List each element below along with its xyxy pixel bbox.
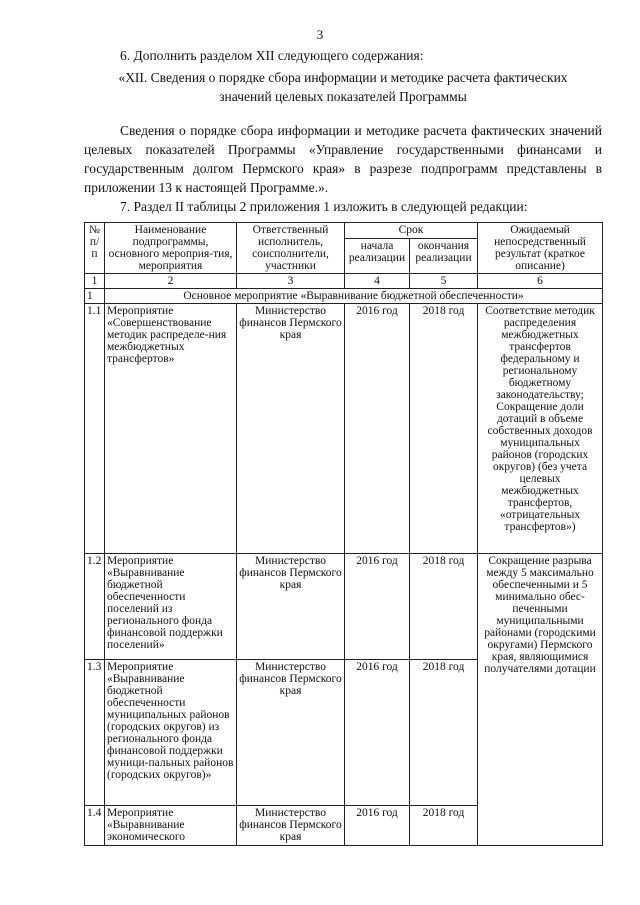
row-executor: Министерство финансов Пермского края <box>237 806 345 846</box>
row-num: 1.2 <box>85 554 105 660</box>
row-name: Мероприятие «Выравнивание бюджетной обеспеченности муниципальных районов (городских округов) из регионального фонда финансовой поддержки муници-пальных районов (городских округов)» <box>105 660 237 806</box>
section-title-line-2: значений целевых показателей Программы <box>219 89 467 104</box>
row-start: 2016 год <box>345 660 410 806</box>
header-name: Наименование подпрограммы, основного мероприя-тия, мероприятия <box>105 223 237 274</box>
header-end: окончания реализации <box>410 239 478 274</box>
row-start: 2016 год <box>345 304 410 554</box>
item-6-text: 6. Дополнить разделом XII следующего содержания: <box>120 48 424 63</box>
col-number: 2 <box>105 274 237 289</box>
row-num: 1.4 <box>85 806 105 846</box>
merged-result: Сокращение разрыва между 5 максимально обеспеченными и 5 минимально обес-печенными муниципальными районами (городскими округами) Пермского края, являющимися получателями дотации <box>478 554 603 846</box>
row-start: 2016 год <box>345 806 410 846</box>
row-start: 2016 год <box>345 554 410 660</box>
section-title-line-1: «XII. Сведения о порядке сбора информации и методике расчета фактических <box>118 70 568 85</box>
item-7-text: 7. Раздел II таблицы 2 приложения 1 изложить в следующей редакции: <box>120 199 528 214</box>
row-end: 2018 год <box>410 554 478 660</box>
header-num: № п/п <box>85 223 105 274</box>
col-number: 3 <box>237 274 345 289</box>
col-number: 6 <box>478 274 603 289</box>
header-result: Ожидаемый непосредственный результат (краткое описание) <box>478 223 603 274</box>
section-num: 1 <box>85 289 105 304</box>
page-number: 3 <box>316 27 324 42</box>
table-row <box>85 304 603 554</box>
col-number: 1 <box>85 274 105 289</box>
row-num: 1.1 <box>85 304 105 554</box>
row-num: 1.3 <box>85 660 105 806</box>
row-name: Мероприятие «Выравнивание экономического <box>105 806 237 846</box>
table-row <box>85 554 603 660</box>
col-number: 4 <box>345 274 410 289</box>
row-name: Мероприятие «Совершенствование методик распределе-ния межбюджетных трансфертов» <box>105 304 237 554</box>
events-table <box>84 222 603 846</box>
row-end: 2018 год <box>410 304 478 554</box>
row-executor: Министерство финансов Пермского края <box>237 554 345 660</box>
row-end: 2018 год <box>410 660 478 806</box>
row-executor: Министерство финансов Пермского края <box>237 304 345 554</box>
section-label: Основное мероприятие «Выравнивание бюджетной обеспеченности» <box>105 289 603 304</box>
header-executor: Ответственный исполнитель, соисполнители, участники <box>237 223 345 274</box>
header-term: Срок <box>345 223 478 239</box>
section-paragraph: Сведения о порядке сбора информации и методике расчета фактических значений целевых показателей Программы «Управление государственными финансами и государственным долгом Пермского края» в разрезе подпрограмм представлены в приложении 13 к настоящей Программе.». <box>84 123 602 195</box>
row-end: 2018 год <box>410 806 478 846</box>
row-executor: Министерство финансов Пермского края <box>237 660 345 806</box>
row-name: Мероприятие «Выравнивание бюджетной обеспеченности поселений из регионального фонда финансовой поддержки поселений» <box>105 554 237 660</box>
row-result: Соответствие методик распределения межбюджетных трансфертов федеральному и региональному бюджетному законодательству; Сокращение доли дотаций в объеме собственных доходов муниципальных районов (городских округов) (без учета целевых межбюджетных трансфертов, «отрицательных трансфертов») <box>478 304 603 554</box>
col-number: 5 <box>410 274 478 289</box>
header-start: начала реализации <box>345 239 410 274</box>
